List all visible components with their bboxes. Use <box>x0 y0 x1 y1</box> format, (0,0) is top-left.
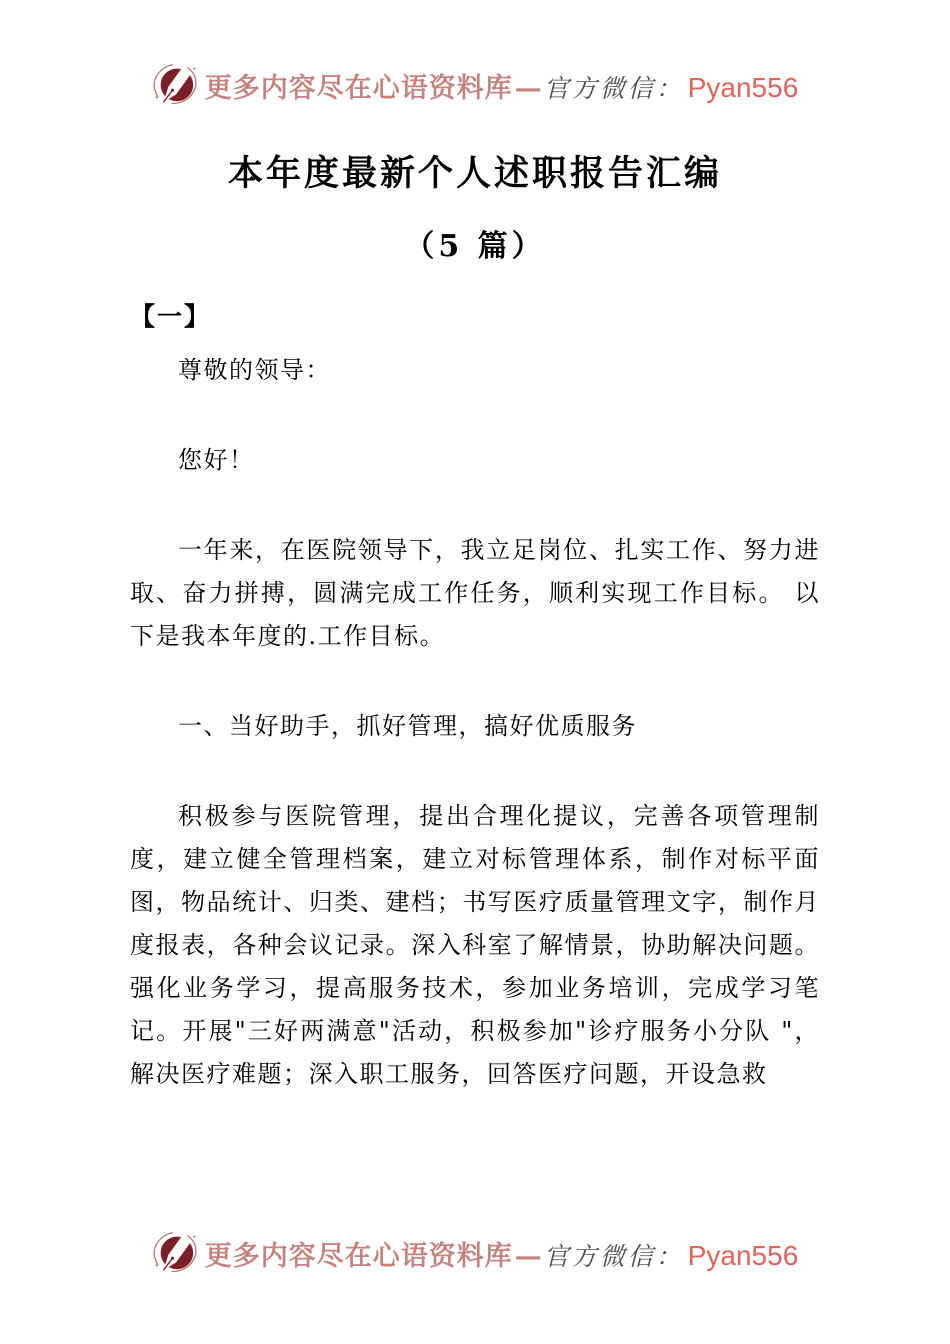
salutation-paragraph: 尊敬的领导： <box>178 356 331 384</box>
brand-text: 更多内容尽在心语资料库 <box>204 72 513 104</box>
document-title: 本年度最新个人述职报告汇编 <box>227 153 722 194</box>
header-banner <box>0 58 950 112</box>
brand-text: 更多内容尽在心语资料库 <box>204 1240 513 1272</box>
section-marker: 【一】 <box>130 302 212 331</box>
greeting-paragraph: 您好！ <box>178 446 255 474</box>
wechat-label: 官方微信： <box>543 73 684 103</box>
section-subheading-1: 一、当好助手，抓好管理，搞好优质服务 <box>178 712 637 740</box>
pen-nib-logo-icon <box>152 1226 198 1280</box>
pen-nib-logo-icon <box>152 58 198 112</box>
brand-dash: — <box>514 1240 542 1272</box>
brand-dash: — <box>514 72 542 104</box>
footer-banner-text <box>205 1234 799 1273</box>
header-banner-text <box>205 66 799 105</box>
footer-banner <box>0 1226 950 1280</box>
document-subtitle: （5 篇） <box>404 229 546 264</box>
body-paragraph-2: 积极参与医院管理，提出合理化提议，完善各项管理制度，建立健全管理档案，建立对标管理体系，制作对标平面图，物品统计、归类、建档；书写医疗质量管理文字，制作月度报表，各种会议记录。深入科室了解情景，协助解决问题。强化业务学习，提高服务技术，参加业务培训，完成学习笔记。开展"三好两满意"活动，积极参加"诊疗服务小分队 "，解决医疗难题；深入职工服务，回答医疗问题，开设急救 <box>130 802 820 1088</box>
wechat-id: Pyan556 <box>687 71 799 103</box>
wechat-label: 官方微信： <box>543 1241 684 1271</box>
wechat-id: Pyan556 <box>687 1239 799 1271</box>
body-paragraph-1: 一年来，在医院领导下，我立足岗位、扎实工作、努力进取、奋力拼搏，圆满完成工作任务，顺利实现工作目标。 以下是我本年度的.工作目标。 <box>130 536 820 650</box>
document-body <box>130 300 820 1096</box>
